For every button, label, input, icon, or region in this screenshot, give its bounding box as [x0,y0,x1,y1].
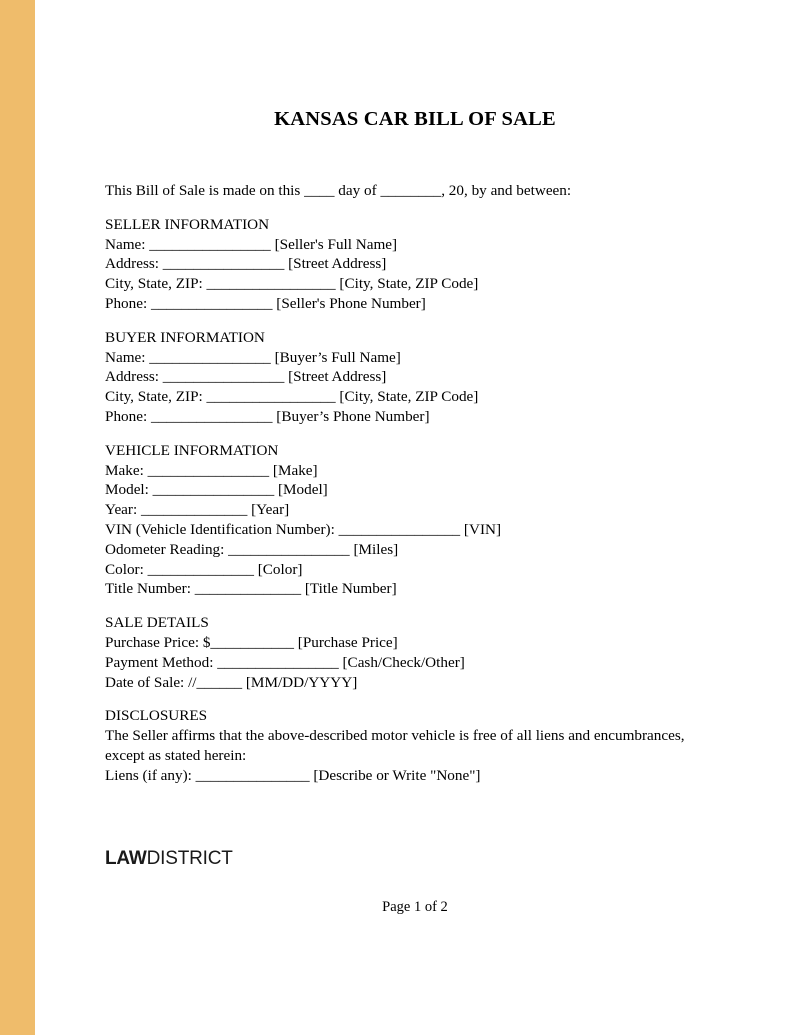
sale-purchase-price-line: Purchase Price: $___________ [Purchase Price] [105,633,398,651]
spacer [105,692,725,706]
logo-district-text: DISTRICT [146,848,233,869]
disclosures-liens-line: Liens (if any): _______________ [Describe or Write "None"] [105,766,481,784]
vehicle-year-line: Year: ______________ [Year] [105,501,290,519]
section-heading-vehicle: VEHICLE INFORMATION [105,441,279,459]
vehicle-vin-line: VIN (Vehicle Identification Number): ________________ [VIN] [105,520,502,538]
seller-phone-line: Phone: ________________ [Seller's Phone Number] [105,294,426,312]
sale-date-line: Date of Sale: //______ [MM/DD/YYYY] [105,673,358,691]
spacer [105,599,725,613]
sale-payment-method-line: Payment Method: ________________ [Cash/Check/Other] [105,653,465,671]
vehicle-title-number-line: Title Number: ______________ [Title Number] [105,580,397,598]
buyer-name-line: Name: ________________ [Buyer’s Full Name] [105,348,401,366]
buyer-city-state-zip-line: City, State, ZIP: _________________ [City, State, ZIP Code] [105,388,479,406]
buyer-phone-line: Phone: ________________ [Buyer’s Phone Number] [105,407,430,425]
vehicle-color-line: Color: ______________ [Color] [105,560,303,578]
spacer [105,427,725,441]
intro-paragraph: This Bill of Sale is made on this ____ day of ________, 20, by and between: [105,182,572,199]
section-heading-seller: SELLER INFORMATION [105,215,270,233]
disclosures-paragraph: The Seller affirms that the above-described motor vehicle is free of all liens and encumbrances, except as stated herein: [105,727,689,764]
seller-address-line: Address: ________________ [Street Address] [105,255,387,273]
section-heading-disclosures: DISCLOSURES [105,707,208,725]
vehicle-model-line: Model: ________________ [Model] [105,481,328,499]
seller-name-line: Name: ________________ [Seller's Full Name] [105,235,398,253]
spacer [105,314,725,328]
spacer [105,201,725,215]
page-title: KANSAS CAR BILL OF SALE [274,108,556,130]
document-content [105,0,725,1035]
page-footer: Page 1 of 2 [382,899,448,915]
vehicle-odometer-line: Odometer Reading: ________________ [Miles] [105,540,399,558]
document-body [105,181,725,786]
seller-city-state-zip-line: City, State, ZIP: _________________ [City, State, ZIP Code] [105,275,479,293]
logo-law-text: LAW [105,848,147,869]
lawdistrict-logo [105,848,233,870]
buyer-address-line: Address: ________________ [Street Address] [105,368,387,386]
left-accent-bar [0,0,35,1035]
section-heading-sale-details: SALE DETAILS [105,614,209,632]
vehicle-make-line: Make: ________________ [Make] [105,461,318,479]
section-heading-buyer: BUYER INFORMATION [105,328,265,346]
